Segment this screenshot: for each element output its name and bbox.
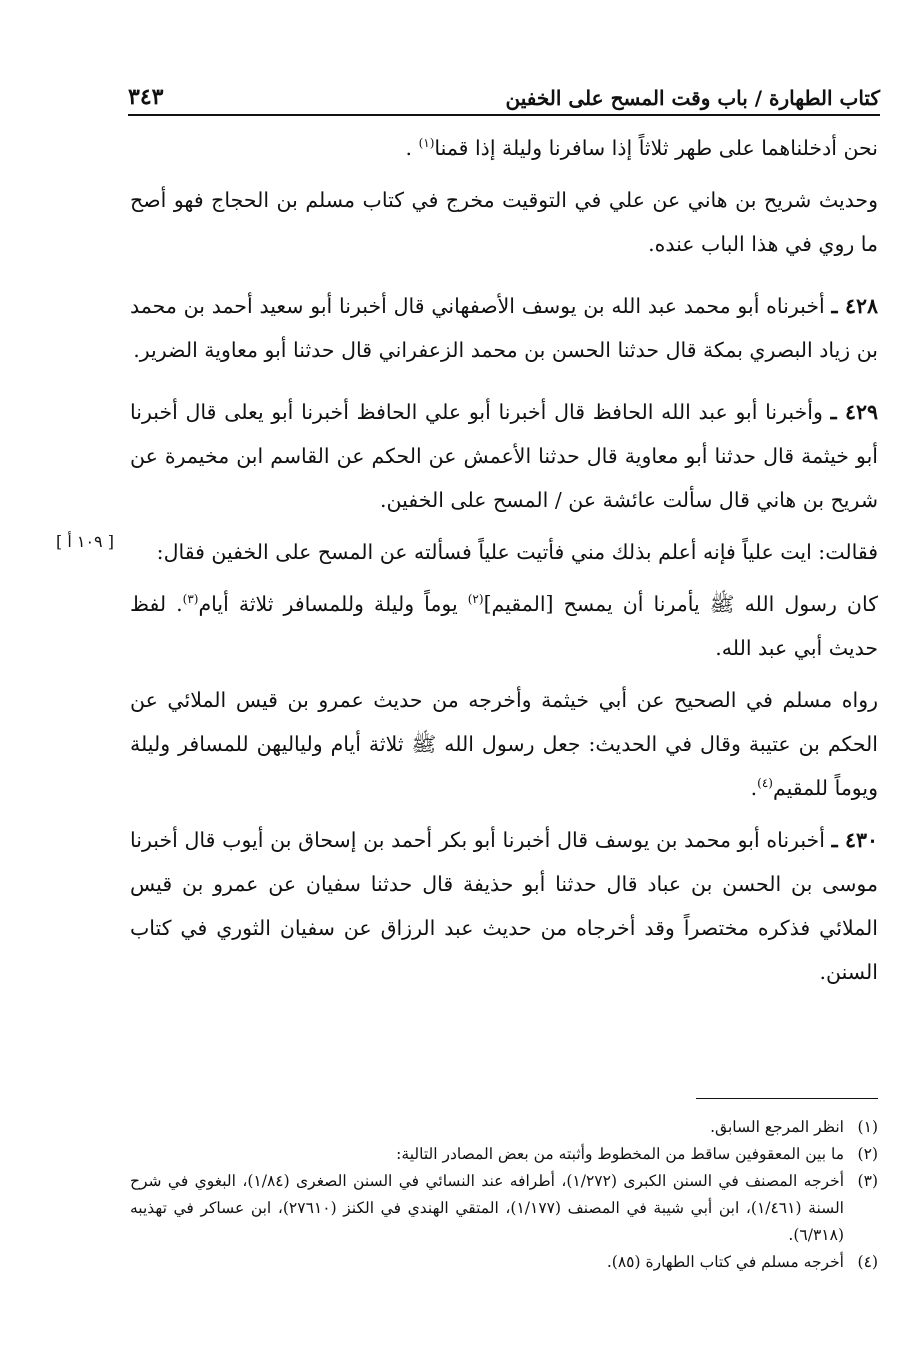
footnote-number: (٢) xyxy=(857,1145,878,1163)
hadith-number: ٤٢٨ ـ xyxy=(831,294,878,318)
footnote-text: انظر المرجع السابق. xyxy=(710,1118,844,1136)
manuscript-folio-note: [ ١٠٩ أ ] xyxy=(56,532,114,551)
hadith-number: ٤٣٠ ـ xyxy=(831,828,878,852)
paragraph-text: . لفظ حديث أبي عبد الله. xyxy=(130,592,878,660)
paragraph-text: يوماً وليلة وللمسافر ثلاثة أيام xyxy=(198,592,468,616)
running-header xyxy=(128,70,880,110)
paragraph-text: وحديث شريح بن هاني عن علي في التوقيت مخرج في كتاب مسلم بن الحجاج فهو أصح ما روي في هذا الباب عنده. xyxy=(130,188,878,256)
paragraph-text: كان رسول الله ﷺ يأمرنا أن يمسح [المقيم] xyxy=(483,592,878,616)
paragraph-2 xyxy=(130,178,878,266)
paragraph-text: أخبرناه أبو محمد عبد الله بن يوسف الأصفهاني قال أخبرنا أبو سعيد أحمد بن محمد بن زياد البصري بمكة قال حدثنا الحسن بن محمد الزعفراني قال حدثنا أبو معاوية الضرير. xyxy=(130,294,878,362)
header-divider xyxy=(128,114,880,116)
paragraph-1 xyxy=(130,126,878,170)
footnotes xyxy=(130,1114,878,1276)
header-title: كتاب الطهارة / باب وقت المسح على الخفين xyxy=(505,86,880,110)
paragraph-text: وأخبرنا أبو عبد الله الحافظ قال أخبرنا أبو علي الحافظ أخبرنا أبو يعلى قال أخبرنا أبو خيثمة قال حدثنا أبو معاوية قال حدثنا الأعمش عن الحكم عن القاسم ابن مخيمرة عن شريح بن هاني قال سألت عائشة عن / المسح على الخفين. xyxy=(130,400,878,512)
paragraph-end: . xyxy=(750,776,758,800)
footnote-number: (١) xyxy=(857,1118,878,1136)
footnote-marker: (٢) xyxy=(467,592,484,607)
paragraph-5 xyxy=(130,530,878,574)
paragraph-7 xyxy=(130,678,878,810)
footnote-3 xyxy=(130,1168,878,1249)
footnote-divider xyxy=(696,1098,878,1099)
footnote-text: أخرجه مسلم في كتاب الطهارة (٨٥). xyxy=(606,1253,844,1271)
hadith-428 xyxy=(130,284,878,372)
paragraph-end: . xyxy=(405,136,419,160)
hadith-number: ٤٢٩ ـ xyxy=(830,400,878,424)
paragraph-text: فقالت: ايت علياً فإنه أعلم بذلك مني فأتيت علياً فسألته عن المسح على الخفين فقال: xyxy=(156,540,878,564)
footnote-text: أخرجه المصنف في السنن الكبرى (١/٢٧٢)، أطرافه عند النسائي في السنن الصغرى (١/٨٤)، البغوي في شرح السنة (١/٤٦١)، ابن أبي شيبة في المصنف (١/١٧٧)، المتقي الهندي في الكنز (٢٧٦١٠)، ابن عساكر في تهذيبه (٦/٣١٨). xyxy=(130,1172,844,1244)
footnote-number: (٣) xyxy=(857,1172,878,1190)
paragraph-text: أخبرناه أبو محمد بن يوسف قال أخبرنا أبو بكر أحمد بن إسحاق بن أيوب قال أخبرنا موسى بن الحسن بن عباد قال حدثنا أبو حذيفة قال حدثنا سفيان عن عمرو بن قيس الملائي فذكره مختصراً وقد أخرجاه من حديث عبد الرزاق عن سفيان الثوري في كتاب السنن. xyxy=(130,828,878,984)
footnote-4 xyxy=(130,1249,878,1276)
footnote-marker: (١) xyxy=(418,136,435,151)
paragraph-text: رواه مسلم في الصحيح عن أبي خيثمة وأخرجه من حديث عمرو بن قيس الملائي عن الحكم بن عتيبة وقال في الحديث: جعل رسول الله ﷺ ثلاثة أيام ولياليهن للمسافر وليلة ويوماً للمقيم xyxy=(130,688,878,800)
footnote-marker: (٤) xyxy=(757,776,773,791)
footnote-1 xyxy=(130,1114,878,1141)
footnote-marker: (٣) xyxy=(182,592,199,607)
footnote-text: ما بين المعقوفين ساقط من المخطوط وأثبته من بعض المصادر التالية: xyxy=(396,1145,844,1163)
paragraph-6 xyxy=(130,582,878,670)
hadith-430 xyxy=(130,818,878,994)
hadith-429 xyxy=(130,390,878,522)
page-number: ٣٤٣ xyxy=(128,84,164,110)
footnote-number: (٤) xyxy=(857,1253,878,1271)
footnote-2 xyxy=(130,1141,878,1168)
paragraph-text: نحن أدخلناهما على طهر ثلاثاً إذا سافرنا وليلة إذا قمنا xyxy=(434,136,878,160)
main-text xyxy=(130,126,878,1002)
